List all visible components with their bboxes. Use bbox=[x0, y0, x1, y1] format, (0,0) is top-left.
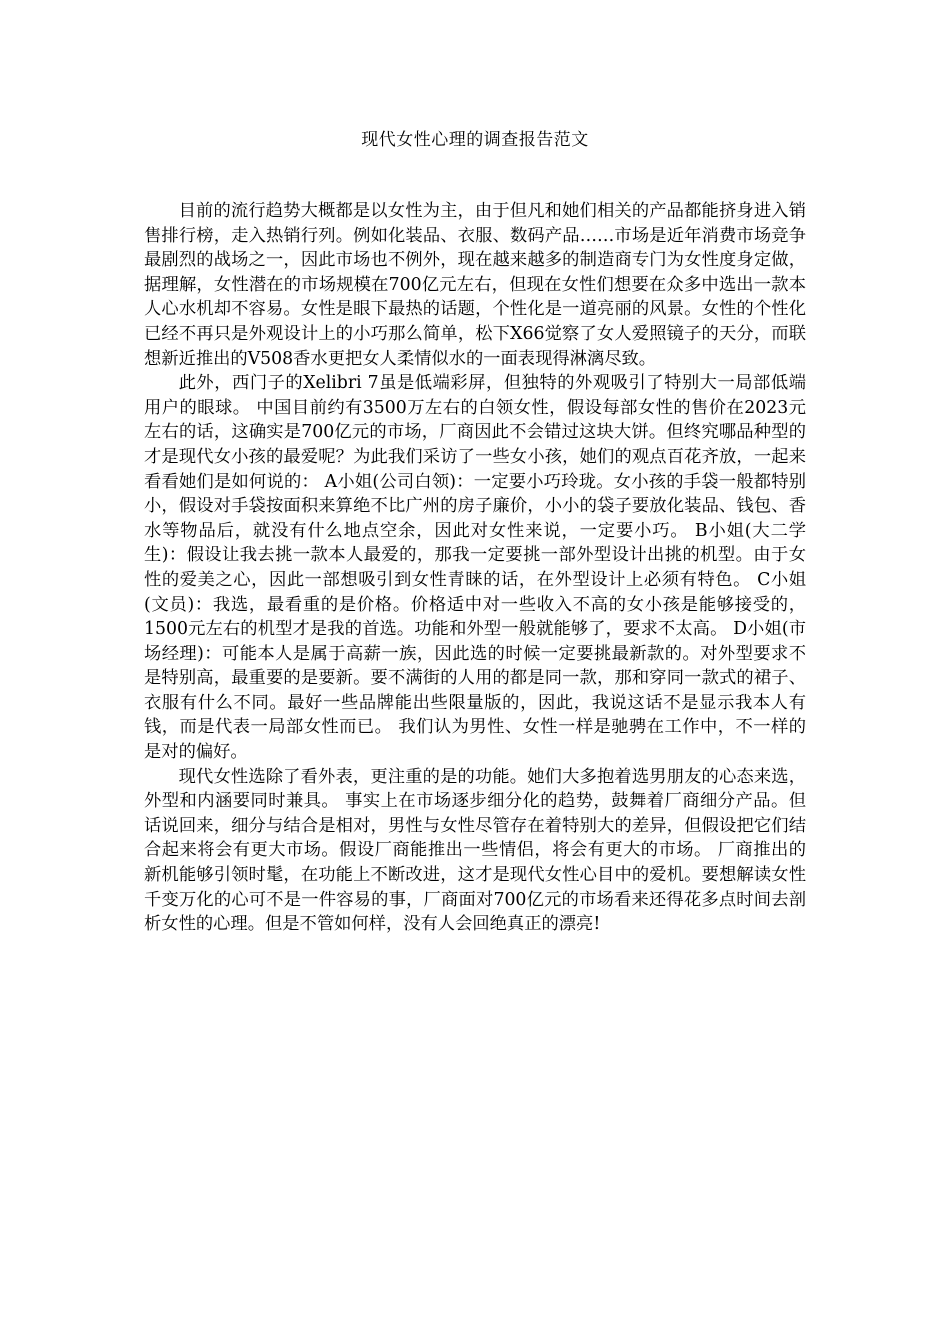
document-title: 现代女性心理的调查报告范文 bbox=[361, 130, 589, 150]
document-body bbox=[144, 199, 806, 937]
paragraph-2: 此外，西门子的Xelibri 7虽是低端彩屏，但独特的外观吸引了特别大一局部低端用户的眼球。 中国目前约有3500万左右的白领女性，假设每部女性的售价在2023元左右的话，这确实是700亿元的市场，厂商因此不会错过这块大饼。但终究哪品种型的才是现代女小孩的最爱呢？为此我们采访了一些女小孩，她们的观点百花齐放，一起来看看她们是如何说的： A小姐(公司白领)：一定要小巧玲珑。女小孩的手袋一般都特别小，假设对手袋按面积来算绝不比广州的房子廉价，小小的袋子要放化装品、钱包、香水等物品后，就没有什么地点空余，因此对女性来说，一定要小巧。 B小姐(大二学生)：假设让我去挑一款本人最爱的，那我一定要挑一部外型设计出挑的机型。由于女性的爱美之心，因此一部想吸引到女性青睐的话，在外型设计上必须有特色。 C小姐(文员)：我选，最看重的是价格。价格适中对一些收入不高的女小孩是能够接受的，1500元左右的机型才是我的首选。功能和外型一般就能够了，要求不太高。 D小姐(市场经理)：可能本人是属于高薪一族，因此选的时候一定要挑最新款的。对外型要求不是特别高，最重要的是要新。要不满街的人用的都是同一款，那和穿同一款式的裙子、衣服有什么不同。最好一些品牌能出些限量版的，因此，我说这话不是显示我本人有钱，而是代表一局部女性而已。 我们认为男性、女性一样是驰骋在工作中，不一样的是对的偏好。 bbox=[144, 373, 806, 763]
paragraph-3: 现代女性选除了看外表，更注重的是的功能。她们大多抱着选男朋友的心态来选，外型和内涵要同时兼具。 事实上在市场逐步细分化的趋势，鼓舞着厂商细分产品。但话说回来，细分与结合是相对，男性与女性尽管存在着特别大的差异，但假设把它们结合起来将会有更大市场。假设厂商能推出一些情侣，将会有更大的市场。 厂商推出的新机能够引领时髦，在功能上不断改进，这才是现代女性心目中的爱机。要想解读女性千变万化的心可不是一件容易的事，厂商面对700亿元的市场看来还得花多点时间去剖析女性的心理。但是不管如何样，没有人会回绝真正的漂亮! bbox=[144, 766, 806, 935]
paragraph-1: 目前的流行趋势大概都是以女性为主，由于但凡和她们相关的产品都能挤身进入销售排行榜，走入热销行列。例如化装品、衣服、数码产品……市场是近年消费市场竞争最剧烈的战场之一，因此市场也不例外，现在越来越多的制造商专门为女性度身定做，据理解，女性潜在的市场规模在700亿元左右，但现在女性们想要在众多中选出一款本人心水机却不容易。女性是眼下最热的话题，个性化是一道亮丽的风景。女性的个性化已经不再只是外观设计上的小巧那么简单，松下X66觉察了女人爱照镜子的天分，而联想新近推出的V508香水更把女人柔情似水的一面表现得淋漓尽致。 bbox=[144, 201, 806, 369]
